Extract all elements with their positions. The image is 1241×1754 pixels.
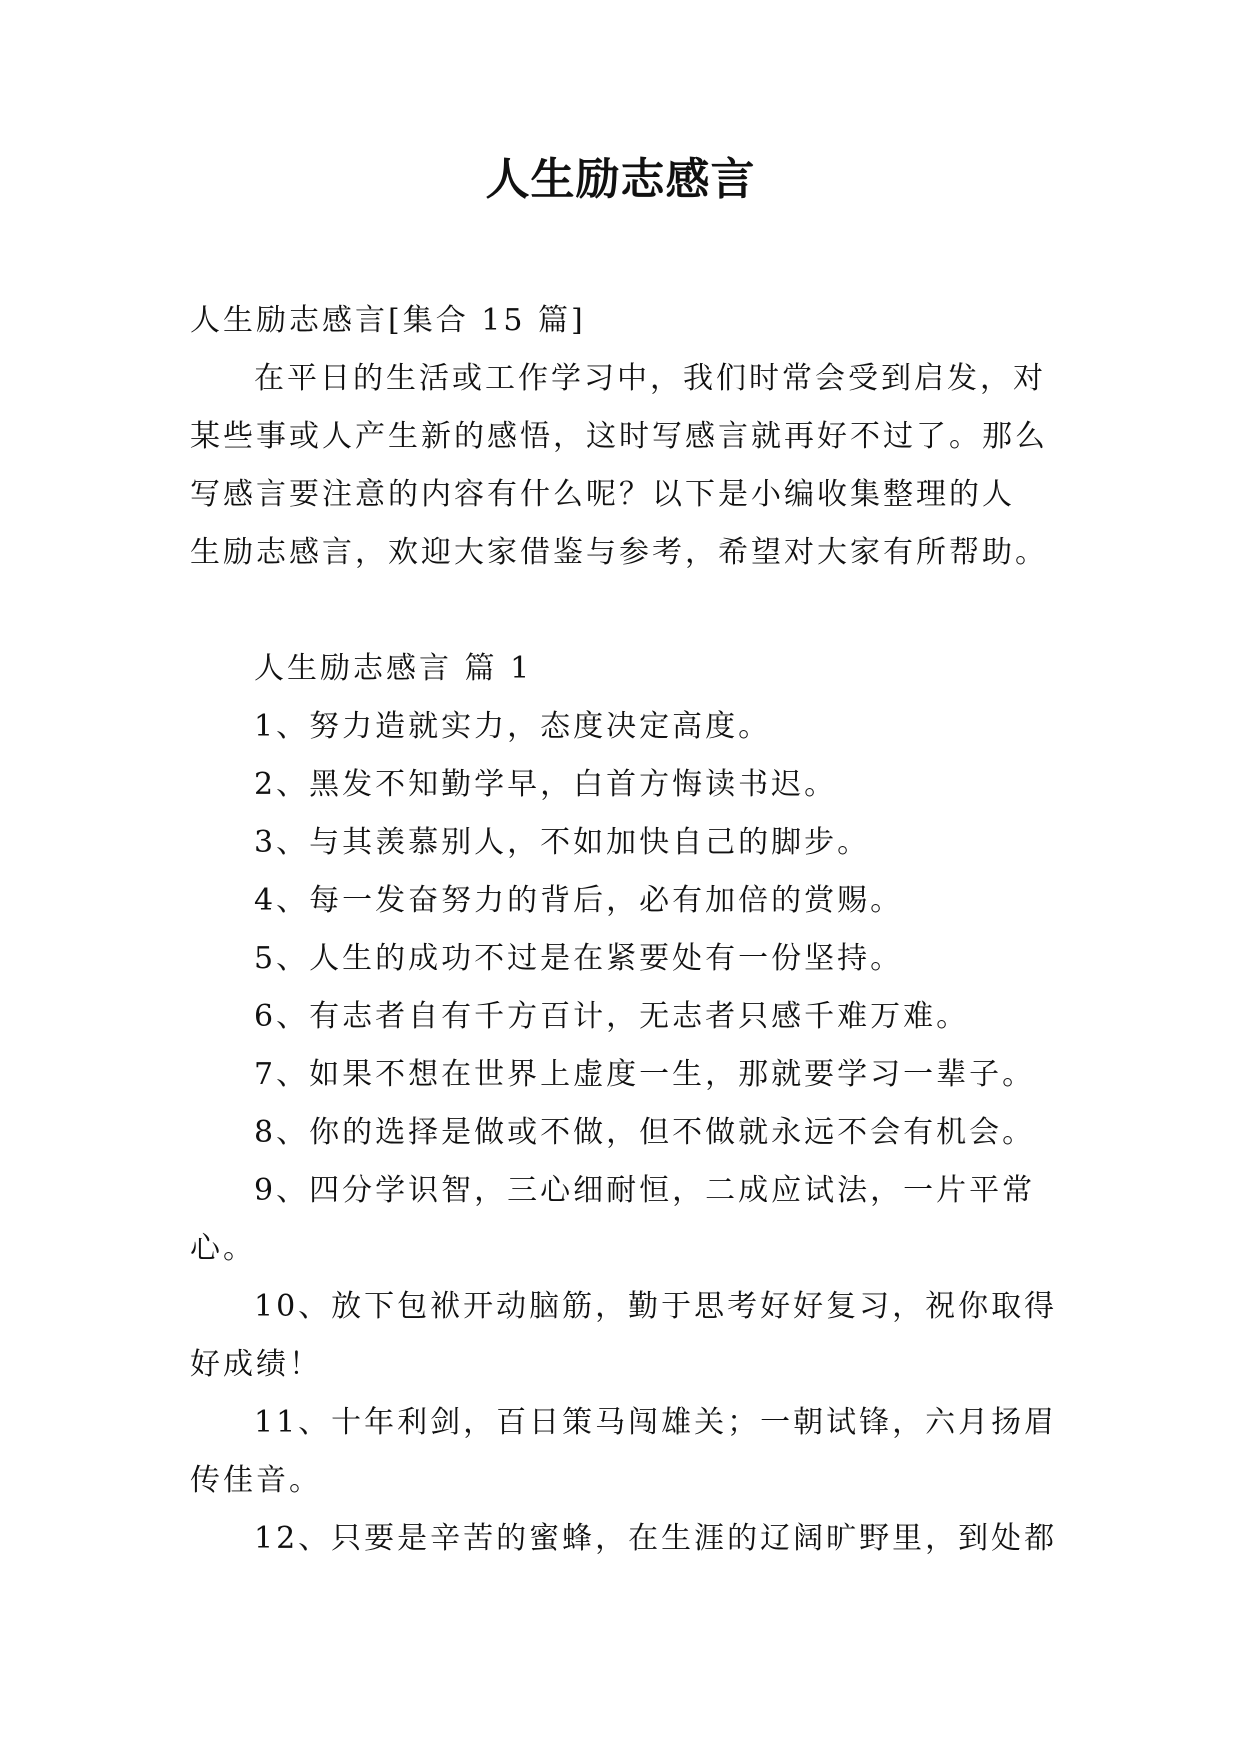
list-item: 10、放下包袱开动脑筋，勤于思考好好复习，祝你取得	[254, 1289, 1058, 1324]
document-subtitle: 人生励志感言[集合 15 篇]	[190, 303, 586, 338]
list-item: 4、每一发奋努力的背后，必有加倍的赏赐。	[254, 883, 904, 918]
list-item: 11、十年利剑，百日策马闯雄关；一朝试锋，六月扬眉	[254, 1405, 1058, 1440]
document-title: 人生励志感言	[485, 154, 756, 205]
list-item: 3、与其羡慕别人，不如加快自己的脚步。	[254, 825, 871, 860]
document-body	[190, 292, 1060, 1568]
list-item: 5、人生的成功不过是在紧要处有一份坚持。	[254, 941, 904, 976]
section-heading: 人生励志感言 篇 1	[254, 651, 533, 686]
list-item-continuation: 心。	[190, 1231, 256, 1266]
list-item: 2、黑发不知勤学早，白首方悔读书迟。	[254, 767, 838, 802]
list-item: 8、你的选择是做或不做，但不做就永远不会有机会。	[254, 1115, 1036, 1150]
intro-line: 在平日的生活或工作学习中，我们时常会受到启发，对	[254, 361, 1046, 396]
list-item: 9、四分学识智，三心细耐恒，二成应试法，一片平常	[254, 1173, 1036, 1208]
list-item: 12、只要是辛苦的蜜蜂，在生涯的辽阔旷野里，到处都	[254, 1521, 1058, 1556]
list-item: 1、努力造就实力，态度决定高度。	[254, 709, 772, 744]
intro-line: 写感言要注意的内容有什么呢？以下是小编收集整理的人	[190, 477, 1015, 512]
paragraph-gap	[190, 582, 1060, 640]
list-item-continuation: 好成绩！	[190, 1347, 322, 1382]
list-item: 6、有志者自有千方百计，无志者只感千难万难。	[254, 999, 970, 1034]
intro-line: 某些事或人产生新的感悟，这时写感言就再好不过了。那么	[190, 419, 1048, 454]
list-item-continuation: 传佳音。	[190, 1463, 322, 1498]
intro-line: 生励志感言，欢迎大家借鉴与参考，希望对大家有所帮助。	[190, 535, 1048, 570]
list-item: 7、如果不想在世界上虚度一生，那就要学习一辈子。	[254, 1057, 1036, 1092]
